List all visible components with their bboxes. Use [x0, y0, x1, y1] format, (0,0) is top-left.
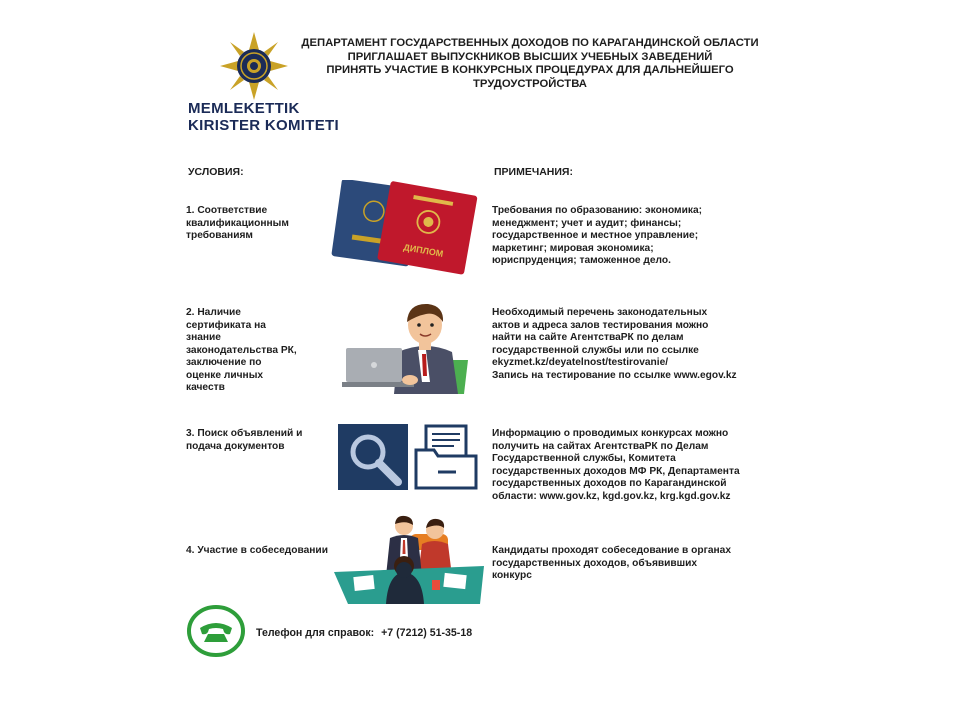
phone-number[interactable]: +7 (7212) 51-35-18 — [381, 627, 473, 639]
note-3: Информацию о проводимых конкурсах можно получить на сайтах АгентстваРК по Делам Государственной службы, Комитета государственных доходов МФ РК, Департамента государственных доходов по Карагандинской области: www.gov.kz, kgd.gov.kz, krg.kgd.gov.kz — [492, 428, 740, 502]
phone-line — [256, 627, 472, 639]
folder-icon — [416, 450, 476, 488]
header-line: ДЕПАРТАМЕНТ ГОСУДАРСТВЕННЫХ ДОХОДОВ ПО КАРАГАНДИНСКОЙ ОБЛАСТИ — [301, 37, 759, 49]
header-line: ПРИГЛАШАЕТ ВЫПУСКНИКОВ ВЫСШИХ УЧЕБНЫХ ЗАВЕДЕНИЙ — [347, 50, 713, 63]
note-4: Кандидаты проходят собеседование в органах государственных доходов, объявивших конкурс — [492, 545, 731, 582]
brand-line-1: MEMLEKETTIK — [188, 100, 300, 117]
diploma-label: ДИПЛОМ — [402, 242, 445, 259]
search-documents-illustration — [338, 420, 480, 492]
diploma-illustration — [328, 180, 478, 275]
brand-line-2: KIRISTER KOMITETI — [188, 117, 339, 134]
phone-icon — [186, 604, 246, 658]
header-line: ПРИНЯТЬ УЧАСТИЕ В КОНКУРСНЫХ ПРОЦЕДУРАХ ДЛЯ ДАЛЬНЕЙШЕГО — [326, 64, 734, 76]
header-line: ТРУДОУСТРОЙСТВА — [473, 77, 587, 90]
red-diploma-icon — [377, 181, 478, 275]
condition-3: 3. Поиск объявлений и подача документов — [186, 428, 303, 452]
man-at-laptop-illustration — [340, 300, 470, 395]
brand-name — [188, 100, 339, 134]
condition-4: 4. Участие в собеседовании — [186, 545, 328, 556]
paper-icon — [443, 573, 466, 589]
interview-illustration — [334, 514, 484, 604]
notes-title: ПРИМЕЧАНИЯ: — [494, 166, 573, 178]
paper-icon — [353, 575, 374, 591]
kgd-emblem-logo — [218, 30, 290, 102]
condition-1: 1. Соответствие квалификационным требованиям — [186, 205, 289, 241]
condition-2: 2. Наличие сертификата на знание законодательства РК, заключение по оценке личных качеств — [186, 307, 297, 393]
note-2: Необходимый перечень законодательных актов и адреса залов тестирования можно найти на сайте АгентстваРК по делам государственной службы или по ссылке ekyzmet.kz/deyatelnost/testirovanie/ Запись на тестирование по ссылке www.egov.kz — [492, 307, 737, 381]
page-header — [300, 37, 760, 91]
conditions-title: УСЛОВИЯ: — [188, 166, 244, 178]
phone-label: Телефон для справок: — [256, 627, 375, 639]
note-1: Требования по образованию: экономика; менеджмент; учет и аудит; финансы; государственное и местное управление; маркетинг; мировая экономика; юриспруденция; таможенное дело. — [492, 205, 703, 267]
